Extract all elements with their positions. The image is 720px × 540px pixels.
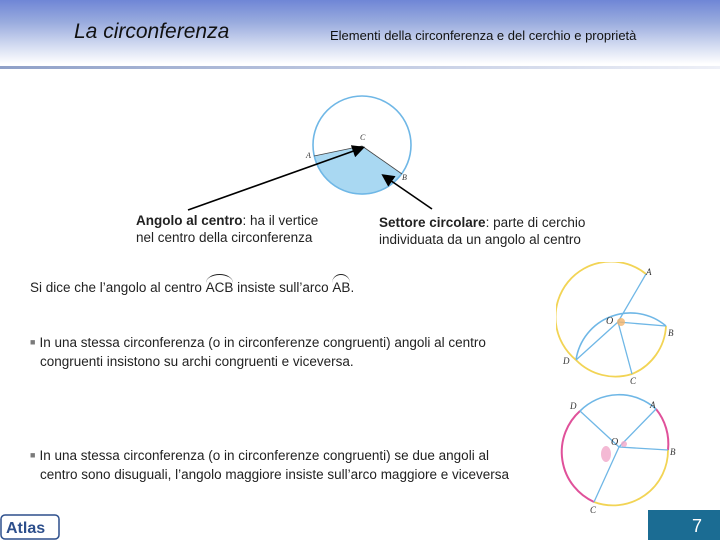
bullet-item bbox=[30, 334, 486, 370]
logo-text: Atlas bbox=[6, 520, 46, 537]
label-b: B bbox=[402, 173, 407, 182]
label-a: A bbox=[306, 151, 311, 160]
bullet-2-line2: centro sono disuguali, l’angolo maggiore insiste sull’arco maggiore e viceversa bbox=[40, 467, 509, 482]
label-a: A bbox=[646, 267, 652, 277]
sentence-pre: Si dice che l’angolo al centro bbox=[30, 280, 206, 295]
circle-arc-yellow-cd bbox=[576, 360, 632, 377]
bullet-item bbox=[30, 447, 509, 483]
caption-settore-rest: : parte di cerchio bbox=[485, 215, 586, 230]
bullet-1-line2: congruenti insistono su archi congruenti e viceversa. bbox=[40, 354, 354, 369]
label-o: O bbox=[611, 437, 619, 448]
bullet-mark: ■ bbox=[30, 337, 36, 347]
caption-angolo-line2: nel centro della circonferenza bbox=[136, 230, 313, 245]
label-c: C bbox=[360, 133, 366, 142]
angle-marker bbox=[617, 318, 625, 326]
label-b: B bbox=[670, 447, 676, 457]
label-b: B bbox=[668, 328, 674, 338]
caption-angolo-term: Angolo al centro bbox=[136, 213, 243, 228]
slide-subtitle: Elementi della circonferenza e del cerchio e proprietà bbox=[330, 28, 637, 43]
slide-title: La circonferenza bbox=[74, 20, 230, 43]
bullet-mark: ■ bbox=[30, 450, 36, 460]
atlas-logo bbox=[0, 514, 60, 540]
caption-settore-term: Settore circolare bbox=[379, 215, 486, 230]
page-number: 7 bbox=[691, 516, 702, 536]
radius-ob bbox=[618, 322, 666, 326]
angle-acb: ACB bbox=[205, 280, 234, 295]
angle-marker-small bbox=[621, 441, 627, 447]
label-a: A bbox=[650, 400, 656, 410]
unequal-angles-diagram bbox=[556, 392, 686, 518]
label-c: C bbox=[590, 505, 597, 515]
label-c: C bbox=[630, 376, 637, 386]
bullet-2-line1: In una stessa circonferenza (o in circonferenze congruenti) se due angoli al bbox=[39, 448, 489, 463]
definition-sentence bbox=[30, 279, 354, 296]
caption-settore-circolare bbox=[379, 214, 585, 248]
caption-settore-line2: individuata da un angolo al centro bbox=[379, 232, 581, 247]
sentence-end: . bbox=[350, 280, 355, 295]
circle-arc-yellow-da bbox=[556, 262, 646, 360]
radius-ob bbox=[619, 447, 668, 450]
caption-angolo-rest: : ha il vertice bbox=[242, 213, 319, 228]
radius-oc bbox=[618, 322, 632, 374]
congruent-angles-diagram bbox=[556, 262, 686, 388]
label-o: O bbox=[606, 316, 614, 327]
circle-arc-blue bbox=[580, 395, 656, 411]
arrow-to-angle bbox=[188, 148, 362, 210]
arc-ab: AB bbox=[332, 280, 351, 295]
label-d: D bbox=[570, 401, 577, 411]
sentence-mid: insiste sull’arco bbox=[233, 280, 333, 295]
page-number-box bbox=[648, 510, 720, 540]
label-d: D bbox=[563, 356, 570, 366]
circle-arc-pink-right bbox=[656, 409, 668, 450]
bullet-1-line1: In una stessa circonferenza (o in circonferenze congruenti) angoli al centro bbox=[39, 335, 486, 350]
caption-angolo-al-centro bbox=[136, 212, 318, 246]
circle-arc-pink-left bbox=[562, 411, 594, 502]
arrow-to-sector bbox=[384, 176, 432, 209]
angle-marker-large bbox=[601, 446, 611, 462]
circle-arc-yellow-bc bbox=[632, 326, 666, 374]
